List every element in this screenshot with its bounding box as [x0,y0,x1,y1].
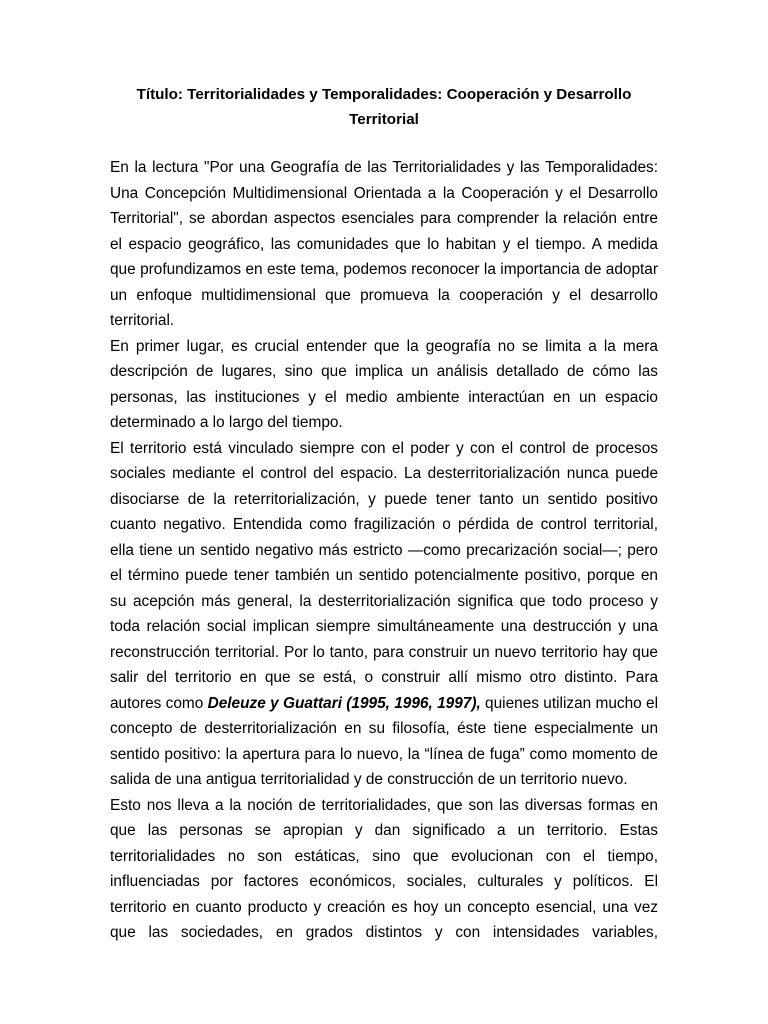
paragraph-geography: En primer lugar, es crucial entender que la geografía no se limita a la mera descripción de lugares, sino que implica un análisis detallado de cómo las personas, las instituciones y el medio ambiente interactúan en un espacio determinado a lo largo del tiempo. [110,337,658,431]
paragraph-territory-power [110,436,658,793]
paragraph-text-before-citation: El territorio está vinculado siempre con el poder y con el control de procesos sociales mediante el control del espacio. La desterritorialización nunca puede disociarse de la reterritorialización, y puede tener tanto un sentido positivo cuanto negativo. Entendida como fragilización o pérdida de control territorial, ella tiene un sentido negativo más estricto —como precarización social—; pero el término puede tener también un sentido potencialmente positivo, porque en su acepción más general, la desterritorialización significa que todo proceso y toda relación social implican siempre simultáneamente una destrucción y una reconstrucción territorial. Por lo tanto, para construir un nuevo territorio hay que salir del territorio en que se está, o construir allí mismo otro distinto. Para autores como [110,439,658,712]
paragraph-introduction: En la lectura "Por una Geografía de las Territorialidades y las Temporalidades: Una Concepción Multidimensional Orientada a la Cooperación y el Desarrollo Territorial", se abordan aspectos esenciales para comprender la relación entre el espacio geográfico, las comunidades que lo habitan y el tiempo. A medida que profundizamos en este tema, podemos reconocer la importancia de adoptar un enfoque multidimensional que promueva la cooperación y el desarrollo territorial. [110,159,658,329]
paragraph-text-after-citation: quienes utilizan mucho el concepto de desterritorialización en su filosofía, éste tiene especialmente un sentido positivo: la apertura para lo nuevo, la “línea de fuga” como momento de salida de una antigua territorialidad y de construcción de un territorio nuevo. [110,694,658,788]
document-body [110,155,658,946]
citation-deleuze-guattari: Deleuze y Guattari (1995, 1996, 1997), [207,694,481,712]
document-title: Título: Territorialidades y Temporalidades: Cooperación y Desarrollo Territorial [136,86,632,128]
paragraph-territorialities: Esto nos lleva a la noción de territorialidades, que son las diversas formas en que las personas se apropian y dan significado a un territorio. Estas territorialidades no son estáticas, sino que evolucionan con el tiempo, influenciadas por factores económicos, sociales, culturales y políticos. El territorio en cuanto producto y creación es hoy un concepto esencial, una vez que las sociedades, en grados distintos y con intensidades variables, [110,796,658,941]
